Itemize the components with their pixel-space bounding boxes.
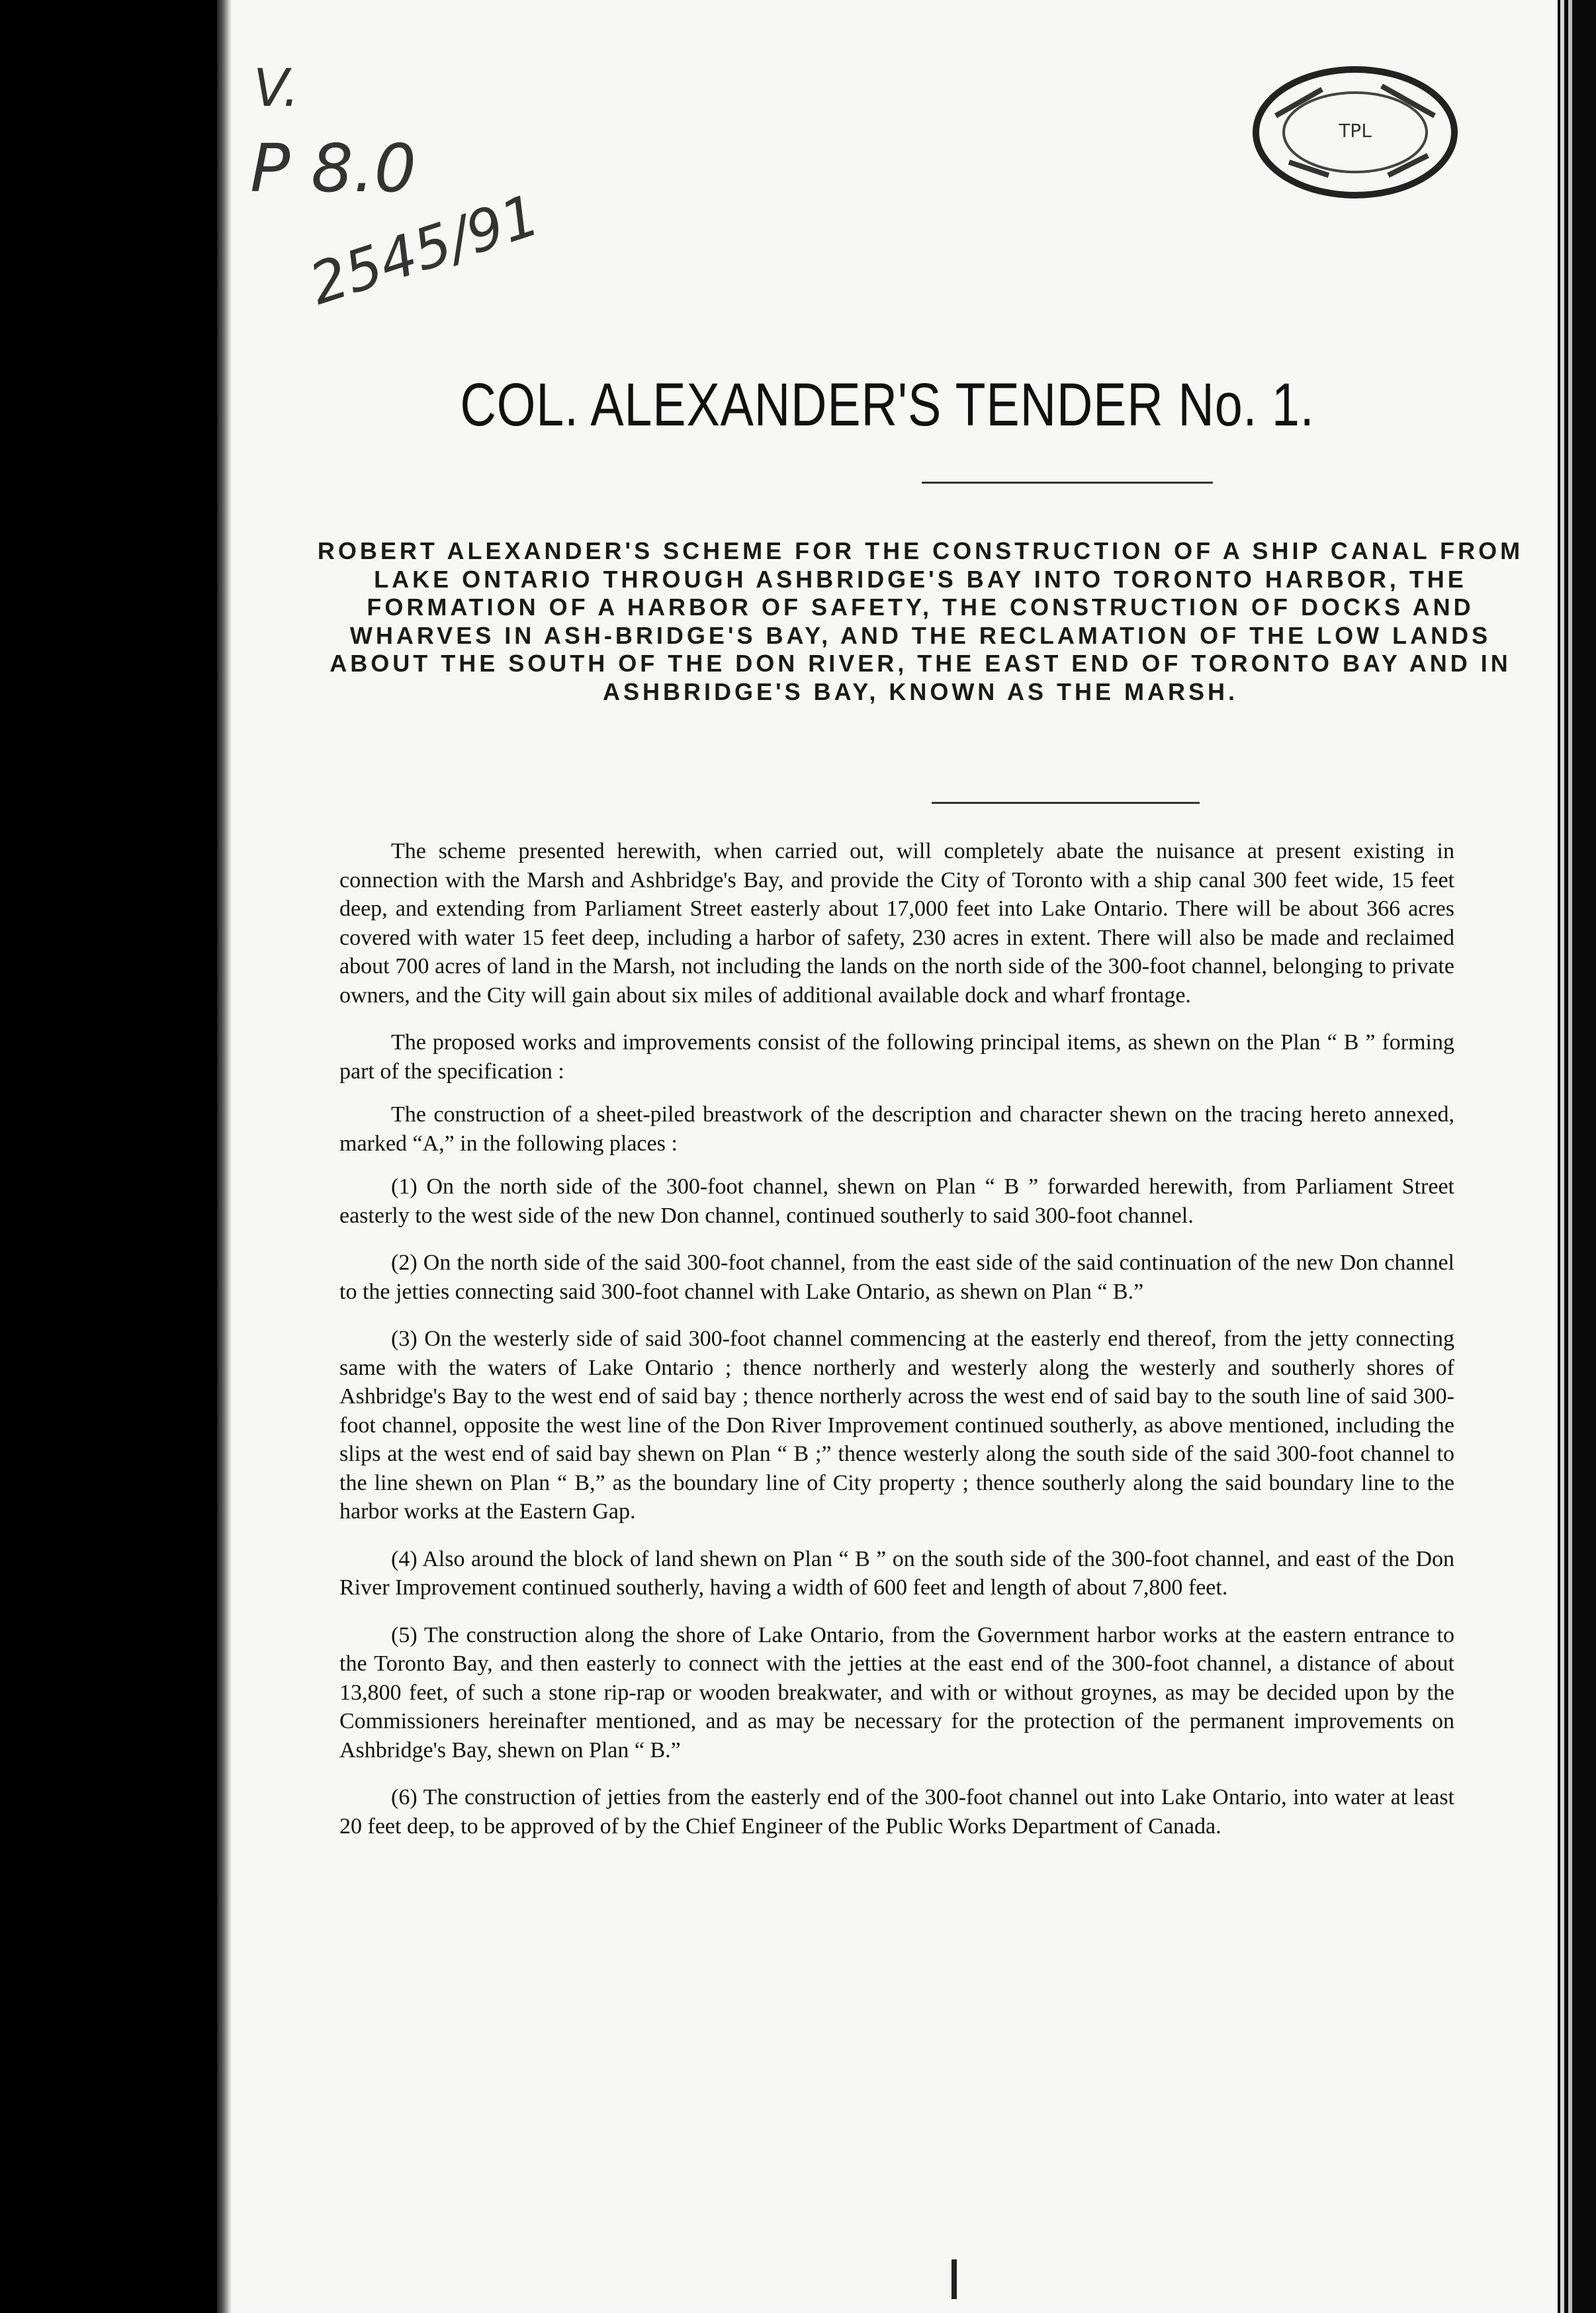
paragraph-item-1: (1) On the north side of the 300-foot channel, shewn on Plan “ B ” forwarded herewith, from Parliament Street easterly to the west side of the new Don channel, continued southerly to said 300-foot channel. bbox=[339, 1174, 1454, 1228]
document-body bbox=[339, 837, 1454, 1859]
paragraph-principal-items: The proposed works and improvements consist of the following principal items, as shewn on the Plan “ B ” forming part of the specification : bbox=[339, 1030, 1454, 1084]
bottom-page-mark bbox=[952, 2259, 957, 2299]
paragraph-item-2: (2) On the north side of the said 300-foot channel, from the east side of the said continuation of the new Don channel to the jetties connecting said 300-foot channel with Lake Ontario, as shewn on Plan “ B.” bbox=[339, 1250, 1454, 1304]
title-divider bbox=[922, 482, 1213, 484]
paragraph-breastwork: The construction of a sheet-piled breastwork of the description and character shewn on the tracing hereto annexed, marked “A,” in the following places : bbox=[339, 1102, 1454, 1156]
document-subtitle: ROBERT ALEXANDER'S SCHEME FOR THE CONSTRUCTION OF A SHIP CANAL FROM LAKE ONTARIO THROUGH ASHBRIDGE'S BAY INTO TORONTO HARBOR, THE FORMATION OF A HARBOR OF SAFETY, THE CONSTRUCTION OF DOCKS AND WHARVES IN ASH-BRIDGE'S BAY, AND THE RECLAMATION OF THE LOW LANDS ABOUT THE SOUTH OF THE DON RIVER, THE EAST END OF TORONTO BAY AND IN ASHBRIDGE'S BAY, KNOWN AS THE MARSH. bbox=[317, 537, 1524, 705]
scan-margin-right bbox=[1558, 0, 1596, 2313]
paragraph-intro: The scheme presented herewith, when carried out, will completely abate the nuisance at present existing in connection with the Marsh and Ashbridge's Bay, and provide the City of Toronto with a ship canal 300 feet wide, 15 feet deep, and extending from Parliament Street easterly about 17,000 feet into Lake Ontario. There will be about 366 acres covered with water 15 feet deep, including a harbor of safety, 230 acres in extent. There will also be made and reclaimed about 700 acres of land in the Marsh, not including the lands on the north side of the 300-foot channel, belonging to private owners, and the City will gain about six miles of additional available dock and wharf frontage. bbox=[339, 839, 1454, 1008]
document-page bbox=[217, 0, 1558, 2313]
handwritten-line-2: P 8.0 bbox=[250, 130, 417, 207]
handwritten-catalog-notes bbox=[234, 59, 547, 318]
paragraph-item-3: (3) On the westerly side of said 300-foot channel commencing at the easterly end thereof, from the jetty connecting same with the waters of Lake Ontario ; thence northerly and westerly along the westerly and southerly shores of Ashbridge's Bay to the west end of said bay ; thence northerly across the west end of said bay to the south line of said 300-foot channel, opposite the west line of the Don River Improvement continued southerly, as above mentioned, including the slips at the west end of said bay shewn on Plan “ B ;” thence westerly along the south side of the said 300-foot channel to the line shewn on Plan “ B,” as the boundary line of City property ; thence southerly along the said boundary line to the harbor works at the Eastern Gap. bbox=[339, 1327, 1454, 1524]
svg-text:TPL: TPL bbox=[1339, 120, 1372, 142]
library-stamp-icon bbox=[1249, 63, 1461, 202]
handwritten-line-1: V. bbox=[253, 59, 300, 118]
document-title: COL. ALEXANDER'S TENDER No. 1. bbox=[460, 371, 1315, 439]
handwritten-line-3: 2545/91 bbox=[302, 182, 547, 318]
page-fold-shadow bbox=[217, 0, 232, 2313]
paragraph-item-5: (5) The construction along the shore of Lake Ontario, from the Government harbor works at the eastern entrance to the Toronto Bay, and then easterly to connect with the jetties at the east end of the 300-foot channel, a distance of about 13,800 feet, of such a stone rip-rap or wooden breakwater, and with or without groynes, as may be decided upon by the Commissioners hereinafter mentioned, and as may be necessary for the protection of the permanent improvements on Ashbridge's Bay, shewn on Plan “ B.” bbox=[339, 1622, 1454, 1763]
paragraph-item-4: (4) Also around the block of land shewn on Plan “ B ” on the south side of the 300-foot channel, and east of the Don River Improvement continued southerly, having a width of 600 feet and length of about 7,800 feet. bbox=[339, 1546, 1454, 1600]
subtitle-divider bbox=[932, 802, 1200, 804]
paragraph-item-6: (6) The construction of jetties from the easterly end of the 300-foot channel out into Lake Ontario, into water at least 20 feet deep, to be approved of by the Chief Engineer of the Public Works Department of Canada. bbox=[339, 1785, 1454, 1839]
